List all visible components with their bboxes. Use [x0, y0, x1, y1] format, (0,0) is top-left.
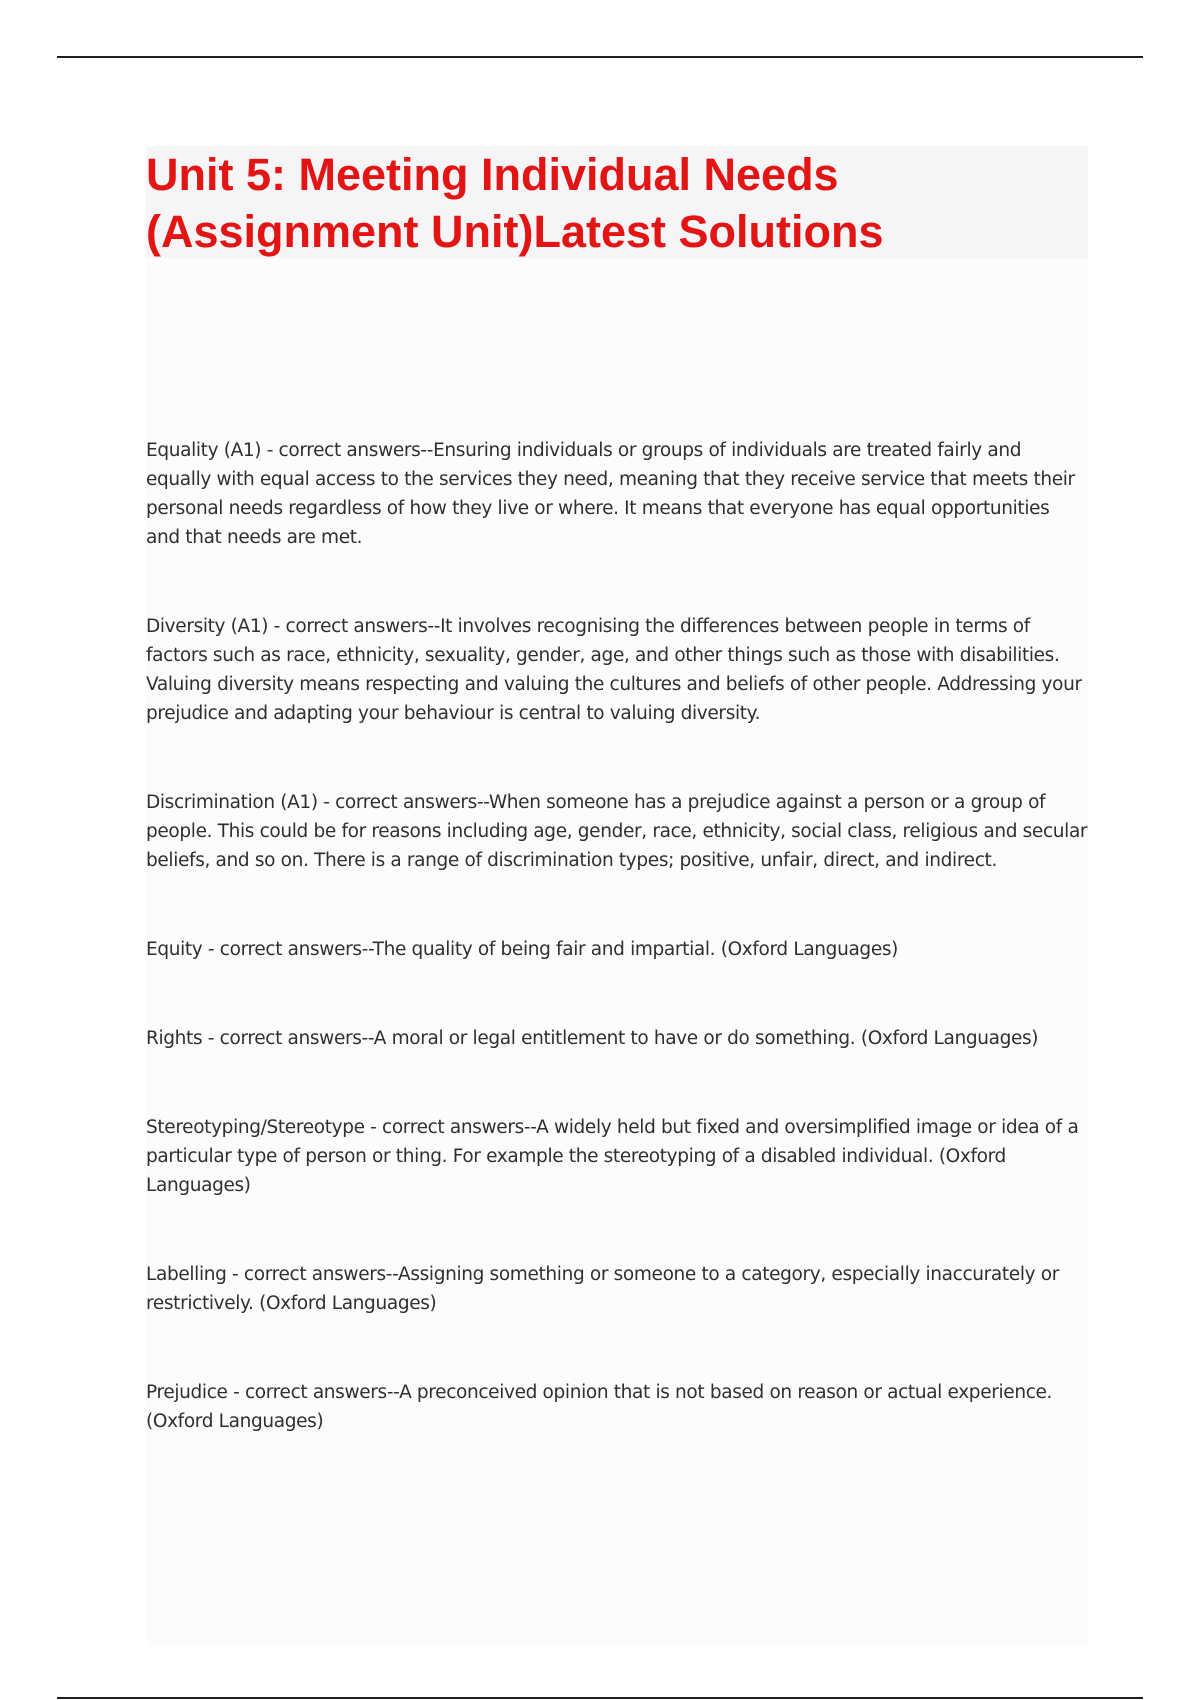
entry-separator: - correct answers-- — [268, 616, 441, 637]
entry-term: Equality (A1) — [146, 440, 262, 461]
entry-separator: - correct answers-- — [261, 440, 434, 461]
definition-entry-stereotyping — [146, 1113, 1088, 1200]
entry-term: Discrimination (A1) — [146, 792, 318, 813]
entry-definition: It involves recognising the differences between people in terms of factors such as race, ethnicity, sexuality, gender, age, and other things such as those with disabilities. Valuing diversity means respecting and valuing the cultures and beliefs of other people. Addressing your prejudice and adapting your behaviour is central to valuing diversity. — [146, 616, 1082, 724]
entry-term: Labelling — [146, 1264, 227, 1285]
entry-definition: Assigning something or someone to a category, especially inaccurately or restrictively. (Oxford Languages) — [146, 1264, 1059, 1314]
entry-definition: A widely held but fixed and oversimplified image or idea of a particular type of person or thing. For example the stereotyping of a disabled individual. (Oxford Languages) — [146, 1117, 1079, 1196]
entry-separator: - correct answers-- — [202, 1028, 374, 1049]
entry-definition: A moral or legal entitlement to have or do something. (Oxford Languages) — [373, 1028, 1039, 1049]
definition-entry-equity — [146, 935, 1088, 964]
document-page — [146, 146, 1088, 1646]
entry-definition: A preconceived opinion that is not based on reason or actual experience. (Oxford Languages) — [146, 1382, 1053, 1432]
definition-entry-discrimination — [146, 788, 1088, 875]
definition-entry-rights — [146, 1024, 1088, 1053]
entry-separator: - correct answers-- — [227, 1382, 400, 1403]
definition-entry-labelling — [146, 1260, 1088, 1318]
entry-term: Prejudice — [146, 1382, 228, 1403]
document-title: Unit 5: Meeting Individual Needs (Assignment Unit)Latest Solutions — [146, 149, 884, 257]
entry-separator: - correct answers-- — [202, 939, 373, 960]
entry-term: Rights — [146, 1028, 203, 1049]
definition-entry-diversity — [146, 612, 1088, 728]
definition-entry-prejudice — [146, 1378, 1088, 1436]
entry-definition: When someone has a prejudice against a person or a group of people. This could be for reasons including age, gender, race, ethnicity, social class, religious and secular beliefs, and so on. There is a range of discrimination types; positive, unfair, direct, and indirect. — [146, 792, 1088, 871]
entry-separator: - correct answers-- — [364, 1117, 537, 1138]
entry-term: Equity — [146, 939, 203, 960]
entry-definition: Ensuring individuals or groups of individuals are treated fairly and equally with equal access to the services they need, meaning that they receive service that meets their personal needs regardless of how they live or where. It means that everyone has equal opportunities and that needs are met. — [146, 440, 1075, 548]
header-rule — [57, 56, 1143, 58]
entry-separator: - correct answers-- — [317, 792, 489, 813]
entry-definition: The quality of being fair and impartial. (Oxford Languages) — [372, 939, 899, 960]
title-block — [146, 146, 1088, 258]
definition-list — [146, 436, 1088, 1436]
definition-entry-equality — [146, 436, 1088, 552]
entry-separator: - correct answers-- — [226, 1264, 399, 1285]
footer-rule — [57, 1697, 1143, 1699]
entry-term: Diversity (A1) — [146, 616, 269, 637]
entry-term: Stereotyping/Stereotype — [146, 1117, 365, 1138]
